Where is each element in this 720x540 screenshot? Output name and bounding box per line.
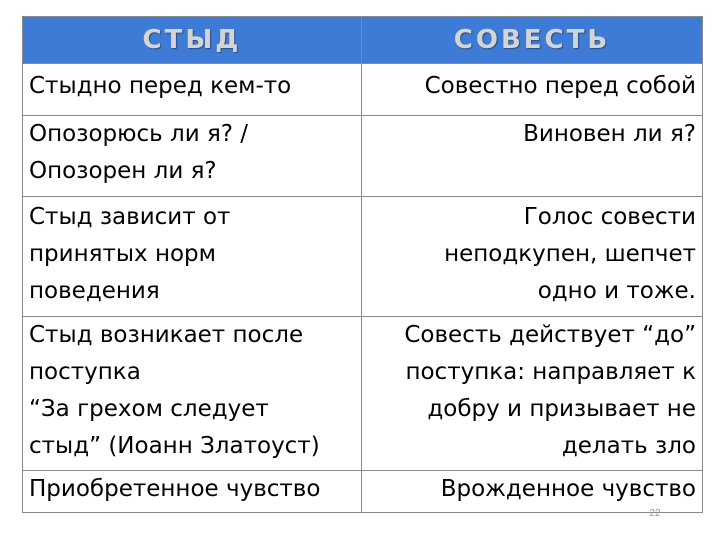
cell-line: неподкупен, шепчет bbox=[444, 241, 696, 267]
conscience-cell bbox=[362, 116, 703, 197]
shame-cell bbox=[23, 317, 362, 471]
table-row bbox=[23, 471, 703, 513]
cell-line: Врожденное чувство bbox=[440, 476, 696, 502]
header-row bbox=[23, 17, 703, 64]
cell-line: Приобретенное чувство bbox=[29, 476, 321, 502]
comparison-table bbox=[22, 16, 703, 513]
shame-cell bbox=[23, 64, 362, 116]
cell-line: поведения bbox=[29, 278, 160, 304]
conscience-cell bbox=[362, 197, 703, 317]
cell-line: “За грехом следует bbox=[29, 396, 269, 422]
cell-line: стыд” (Иоанн Златоуст) bbox=[29, 433, 320, 459]
header-shame: СТЫД bbox=[23, 17, 362, 64]
cell-line: Опозорен ли я? bbox=[29, 158, 217, 184]
conscience-cell bbox=[362, 64, 703, 116]
cell-line: Совесть действует “до” bbox=[404, 322, 696, 348]
header-conscience: СОВЕСТЬ bbox=[362, 17, 703, 64]
cell-line: Стыдно перед кем-то bbox=[29, 73, 292, 99]
cell-line: делать зло bbox=[561, 433, 696, 459]
shame-cell bbox=[23, 471, 362, 513]
cell-line: одно и тоже. bbox=[537, 278, 696, 304]
cell-line: поступка: направляет к bbox=[405, 359, 696, 385]
cell-line: Виновен ли я? bbox=[523, 121, 696, 147]
table-row bbox=[23, 317, 703, 471]
cell-line: Опозорюсь ли я? / bbox=[29, 121, 249, 147]
cell-line: поступка bbox=[29, 359, 141, 385]
table-row bbox=[23, 116, 703, 197]
shame-cell bbox=[23, 197, 362, 317]
table-row bbox=[23, 64, 703, 116]
conscience-cell bbox=[362, 471, 703, 513]
page-number: 22 bbox=[649, 508, 661, 519]
cell-line: принятых норм bbox=[29, 241, 216, 267]
shame-cell bbox=[23, 116, 362, 197]
conscience-cell bbox=[362, 317, 703, 471]
table-row bbox=[23, 197, 703, 317]
cell-line: добру и призывает не bbox=[427, 396, 696, 422]
cell-line: Голос совести bbox=[523, 204, 696, 230]
cell-line: Стыд зависит от bbox=[29, 204, 231, 230]
cell-line: Совестно перед собой bbox=[424, 73, 696, 99]
cell-line: Стыд возникает после bbox=[29, 322, 304, 348]
